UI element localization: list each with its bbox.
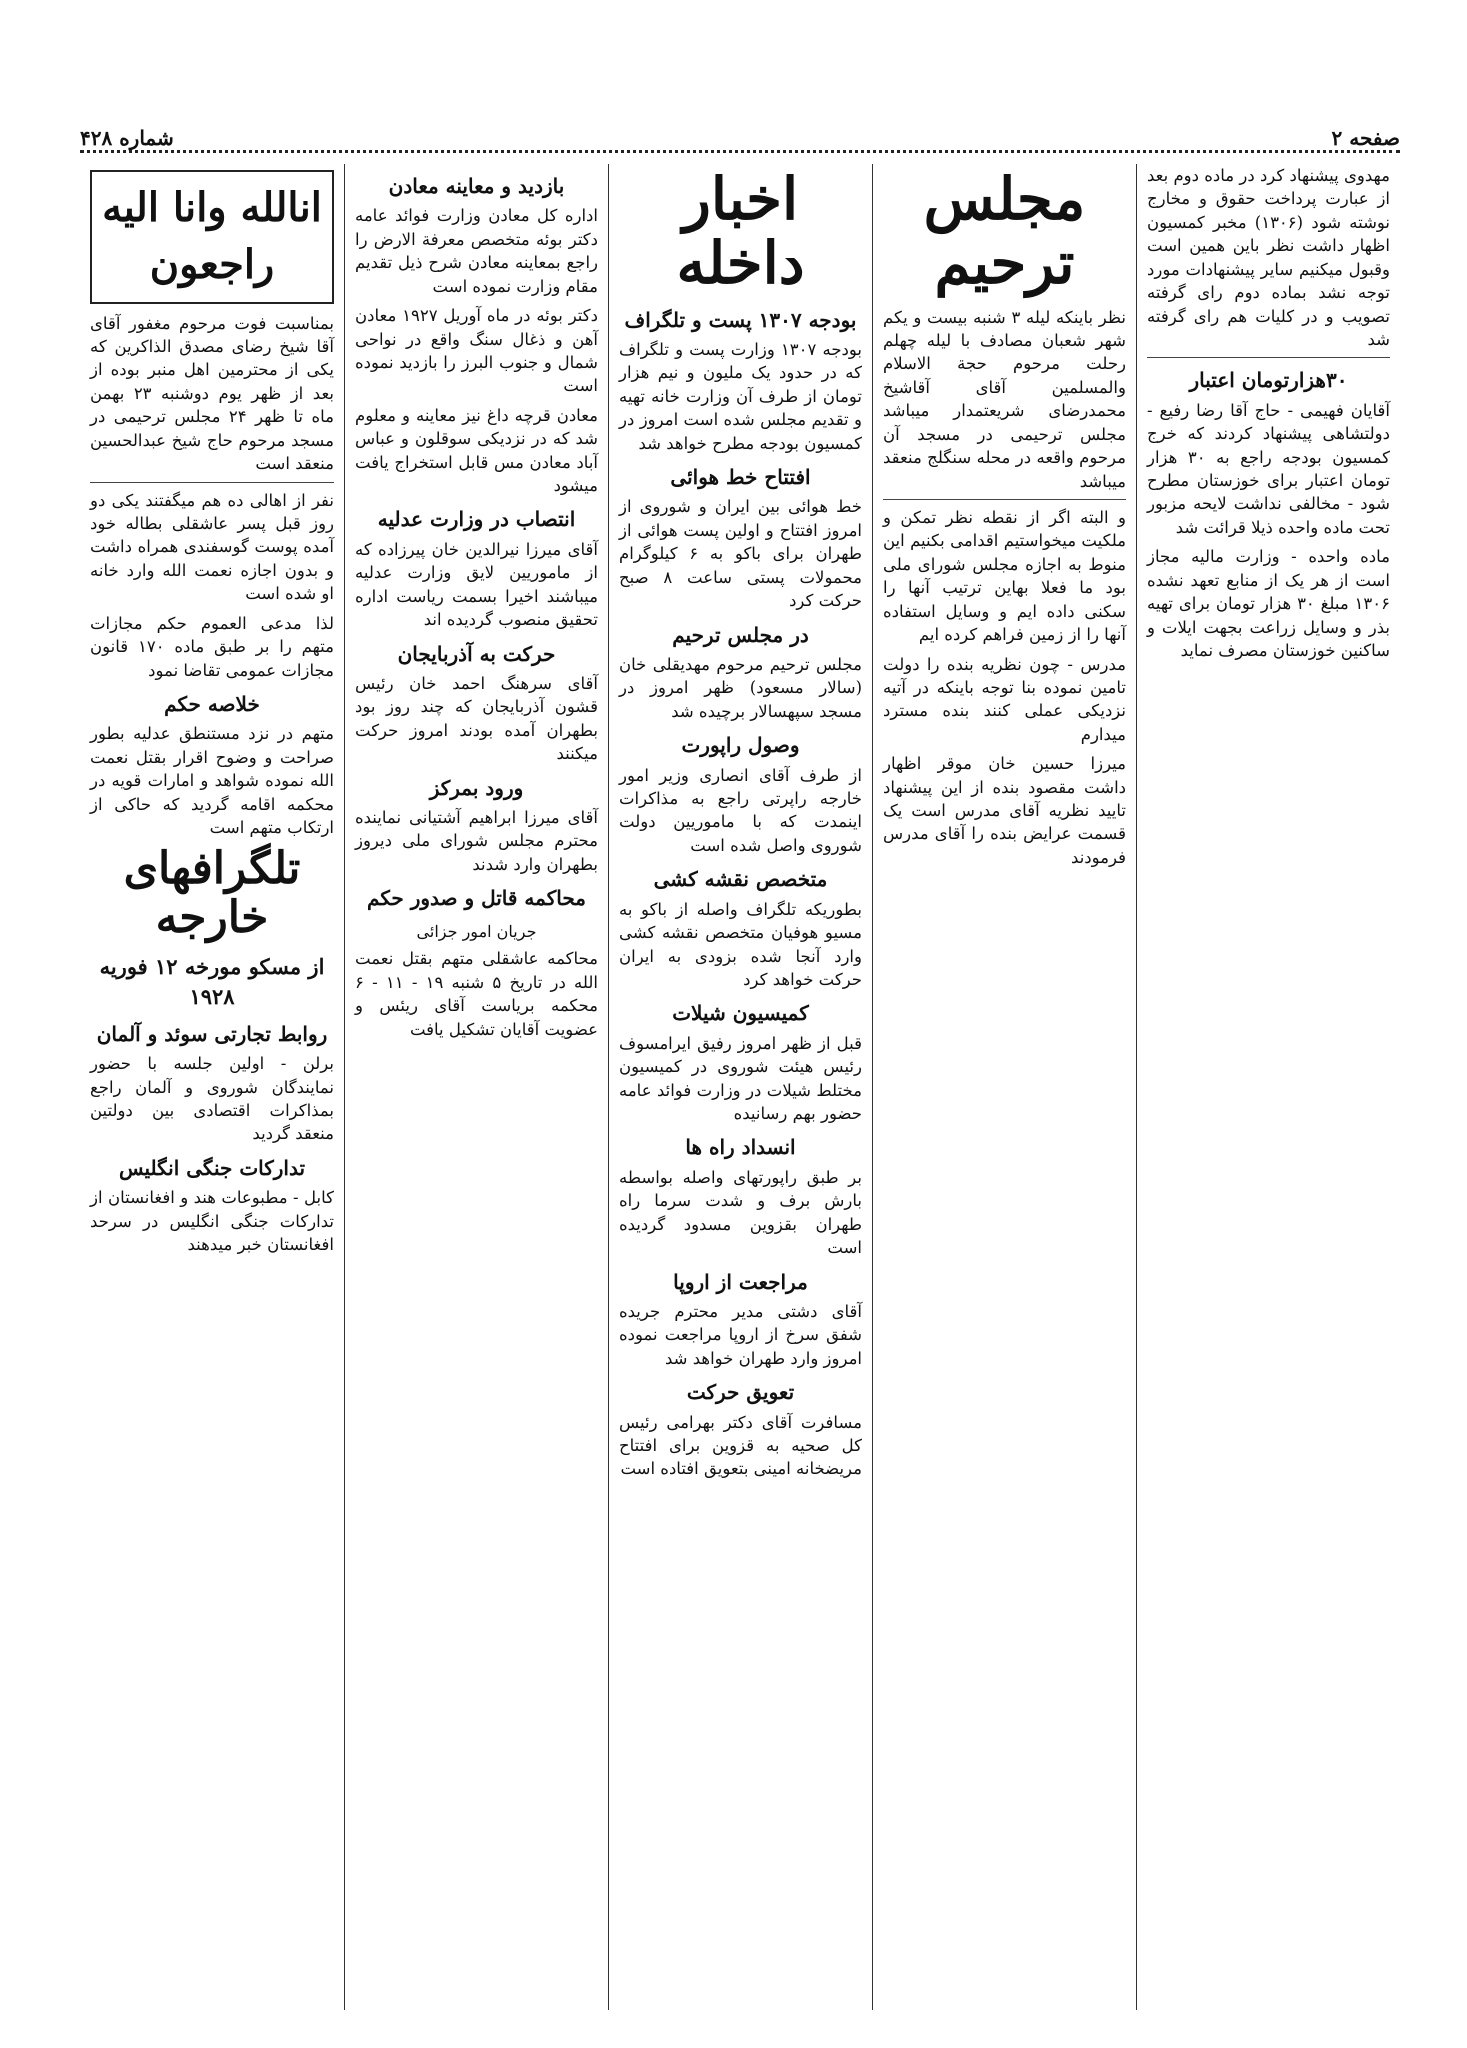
col3-h4: وصول راپورت (681, 733, 800, 758)
col2-text1: و البته اگر از نقطه نظر تمکن و ملکیت میخواستیم اقدامی بکنیم این منوط به اجازه مجلس شورای ملی بود ما فعلا بهاین ترتیب آنها را سکنی داده ایم و وسایل استفاده آنها را از زمین فراهم کرده ایم (883, 507, 1126, 645)
col3-t6: قبل از ظهر امروز رفیق ایرامسوف رئیس هیئت شوروی در کمیسیون مختلط شیلات در وزارت فوائد عامه حضور بهم رسانیده (619, 1033, 862, 1124)
col2-masthead: مجلس ترحیم (923, 165, 1086, 297)
col5-h3: روابط تجارتی سوئد و آلمان (96, 1021, 328, 1046)
col4-h2: انتصاب در وزارت عدلیه (377, 507, 576, 532)
col3-h5: متخصص نقشه کشی (653, 867, 828, 892)
col5-notice: بمناسبت فوت مرحوم مغفور آقای آقا شیخ رضای مصدق الذاکرین که یکی از محترمین اهل منبر بوده از بعد از ظهر یوم دوشنبه ۲۳ بهمن ماه تا ظهر ۲۴ مجلس ترحیمی در مسجد مرحوم حاج شیخ عبدالحسین منعقد است (90, 313, 334, 474)
col3-t9: مسافرت آقای دکتر بهرامی رئیس کل صحیه به قزوین برای افتتاح مریضخانه امینی بتعویق افتاده است (619, 1412, 862, 1479)
col3-h7: انسداد راه ها (685, 1135, 796, 1160)
col2-text2: مدرس - چون نظریه بنده را دولت تامین نموده بنا توجه باینکه در آتیه نزدیکی عملی کنند بنده مسترد میدارم (883, 654, 1126, 744)
col5-h4: تدارکات جنگی انگلیس (118, 1155, 306, 1180)
col4-h4: ورود بمرکز (429, 775, 524, 800)
col5-t4: برلن - اولین جلسه با حضور نمایندگان شوروی و آلمان راجع بمذاکرات اقتصادی بین دولتین منعقد گردید (90, 1054, 334, 1144)
col1-text2: آقایان فهیمی - حاج آقا رضا رفیع - دولتشاهی پیشنهاد کردند که خرج کمسیون بودجه راجع به ۳۰ هزار تومان اعتبار برای خوزستان مطرح شود - مخالفی نداشت لایحه مزبور تحت ماده واحده ذیلا قرائت شد (1147, 400, 1390, 537)
col5-masthead2: تلگرافهای خارجه (123, 843, 301, 943)
col4-h3: حرکت به آذربایجان (397, 641, 556, 666)
col3-t2: خط هوائی بین ایران و شوروی از امروز افتتاح و اولین پست هوائی از طهران برای باکو به ۶ کیلوگرام محمولات پستی ساعت ۸ صبح حرکت کرد (619, 497, 863, 611)
col3-t4: از طرف آقای انصاری وزیر امور خارجه راپرتی راجع به مذاکرات اینمدت که با ماموریین دولت شوروی واصل شده است (619, 765, 862, 855)
col4-t7: محاکمه عاشقلی متهم بقتل نعمت الله در تاریخ ۵ شنبه ۱۹ - ۱۱ - ۶ محکمه بریاست آقای ریئس و عضویت آقایان تشکیل یافت (355, 949, 598, 1039)
column-1 (1136, 164, 1400, 2010)
issue-number: شماره ۴۲۸ (80, 126, 174, 150)
col3-t3: مجلس ترحیم مرحوم مهدیقلی خان (سالار مسعود) ظهر امروز در مسجد سپهسالار برچیده شد (619, 654, 862, 721)
col4-t3: معادن قرچه داغ نیز معاینه و معلوم شد که در نزدیکی سوقلون و عباس آباد معادن مس قابل استخراج یافت میشود (355, 405, 598, 496)
col3-h3: در مجلس ترحیم (672, 622, 809, 647)
col4-t4: آقای میرزا نیرالدین خان پیرزاده که از ماموریین لایق وزارت عدلیه میباشند اخیرا بسمت ریاست اداره تحقیق منصوب گردیده اند (355, 539, 598, 630)
col3-h8: مراجعت از اروپا (673, 1269, 808, 1294)
newspaper-page (80, 120, 1400, 2010)
col4-sub5: جریان امور جزائی (416, 921, 537, 941)
col3-h9: تعویق حرکت (686, 1380, 795, 1405)
col3-h6: کمیسیون شیلات (672, 1001, 809, 1026)
col3-masthead: اخبار داخله (676, 165, 805, 297)
divider (1147, 357, 1390, 358)
col5-t3: متهم در نزد مستنطق عدلیه بطور صراحت و وضوح اقرار بقتل نعمت الله نموده شواهد و امارات قویه در محکمه اقامه گردید که حاکی از ارتکاب متهم است (90, 724, 334, 837)
divider (90, 482, 334, 483)
col5-masthead: انالله وانا الیه راجعون (90, 170, 334, 304)
col4-h5: محاکمه قاتل و صدور حکم (367, 886, 586, 911)
col3-h1: بودجه ۱۳۰۷ پست و تلگراف (624, 307, 857, 332)
col4-t6: آقای میرزا ابراهیم آشتیانی نماینده محترم مجلس شورای ملی دیروز بطهران وارد شدند (355, 808, 598, 874)
col1-budget-title: ۳۰هزارتومان اعتبار (1189, 368, 1348, 393)
column-4 (344, 164, 608, 2010)
header-divider (80, 150, 1400, 153)
page-number: صفحه ۲ (1331, 126, 1400, 150)
col4-t1: اداره کل معادن وزارت فوائد عامه دکتر بوئه متخصص معرفة الارض را راجع بمعاینه معادن شرح ذیل تقدیم مقام وزارت نموده است (355, 206, 598, 296)
divider (883, 499, 1126, 500)
col3-h2: افتتاح خط هوائی (670, 465, 811, 490)
col3-t7: بر طبق راپورتهای واصله بواسطه بارش برف و شدت سرما راه طهران بقزوین مسدود گردیده است (619, 1167, 862, 1258)
col5-t2: لذا مدعی العموم حکم مجازات متهم را بر طبق ماده ۱۷۰ قانون مجازات عمومی تقاضا نمود (90, 613, 334, 680)
col2-text3: میرزا حسین خان موقر اظهار داشت مقصود بنده از این پیشنهاد تایید نظریه آقای مدرس است یک قسمت عرایض بنده را آقای مدرس فرمودند (883, 754, 1126, 867)
col2-notice: نظر باینکه لیله ۳ شنبه بیست و یکم شهر شعبان مصادف با لیله چهلم رحلت مرحوم حجة الاسلام والمسلمین آقای آقاشیخ محمدرضای شریعتمدار میباشد مجلس ترحیمی در مسجد آن مرحوم واقعه در محله سنگلج منعقد میباشد (883, 307, 1126, 491)
col3-t8: آقای دشتی مدیر محترم جریده شفق سرخ از اروپا مراجعت نموده امروز وارد طهران خواهد شد (619, 1301, 862, 1368)
col3-t5: بطوریکه تلگراف واصله از باکو به مسیو هوفیان متخصص نقشه کشی وارد آنجا شده بزودی به ایران حرکت خواهد کرد (619, 899, 862, 989)
col5-t1: نفر از اهالی ده هم میگفتند یکی دو روز قبل پسر عاشقلی بطاله خود آمده پوست گوسفندی همراه داشت و بدون اجازه نعمت الله وارد خانه او شده است (90, 490, 334, 604)
column-5 (80, 164, 344, 2010)
col1-text3: ماده واحده - وزارت مالیه مجاز است از هر یک از منابع تعهد نشده ۱۳۰۶ مبلغ ۳۰ هزار تومان برای تهیه بذر و وسایل زراعت بجهت ایلات و ساکنین خوزستان مصرف نماید (1147, 547, 1390, 660)
col3-t1: بودجه ۱۳۰۷ وزارت پست و تلگراف که در حدود یک ملیون و نیم هزار تومان از طرف آن وزارت خانه تهیه و تقدیم مجلس شده است امروز در کمسیون بودجه مطرح خواهد شد (619, 339, 862, 453)
column-2 (872, 164, 1136, 2010)
columns (80, 164, 1400, 2010)
col4-h1: بازدید و معاینه معادن (388, 174, 565, 198)
col5-h1: خلاصه حکم (164, 691, 260, 716)
col1-top-text: مهدوی پیشنهاد کرد در ماده دوم بعد از عبارت پرداخت حقوق و مخارج نوشته شود (۱۳۰۶) مخبر کمسیون اظهار داشت نظر باین همین است وقبول میکنیم سایر پیشنهادات مورد توجه نشد بماده دوم رای گرفته تصویب و در کلیات هم رای گرفته شد (1147, 166, 1391, 349)
col4-t2: دکتر بوئه در ماه آوریل ۱۹۲۷ معادن آهن و ذغال سنگ واقع در نواحی شمال و جنوب البرز را بازدید نموده است (355, 306, 598, 396)
col5-t5: کابل - مطبوعات هند و افغانستان از تدارکات جنگی انگلیس در سرحد افغانستان خبر میدهند (90, 1188, 334, 1255)
column-3 (608, 164, 872, 2010)
col4-t5: آقای سرهنگ احمد خان رئیس قشون آذربایجان که چند روز بود بطهران آمده بودند امروز حرکت میکنند (355, 673, 598, 764)
col5-h2: از مسکو مورخه ۱۲ فوریه ۱۹۲۸ (99, 954, 325, 1010)
